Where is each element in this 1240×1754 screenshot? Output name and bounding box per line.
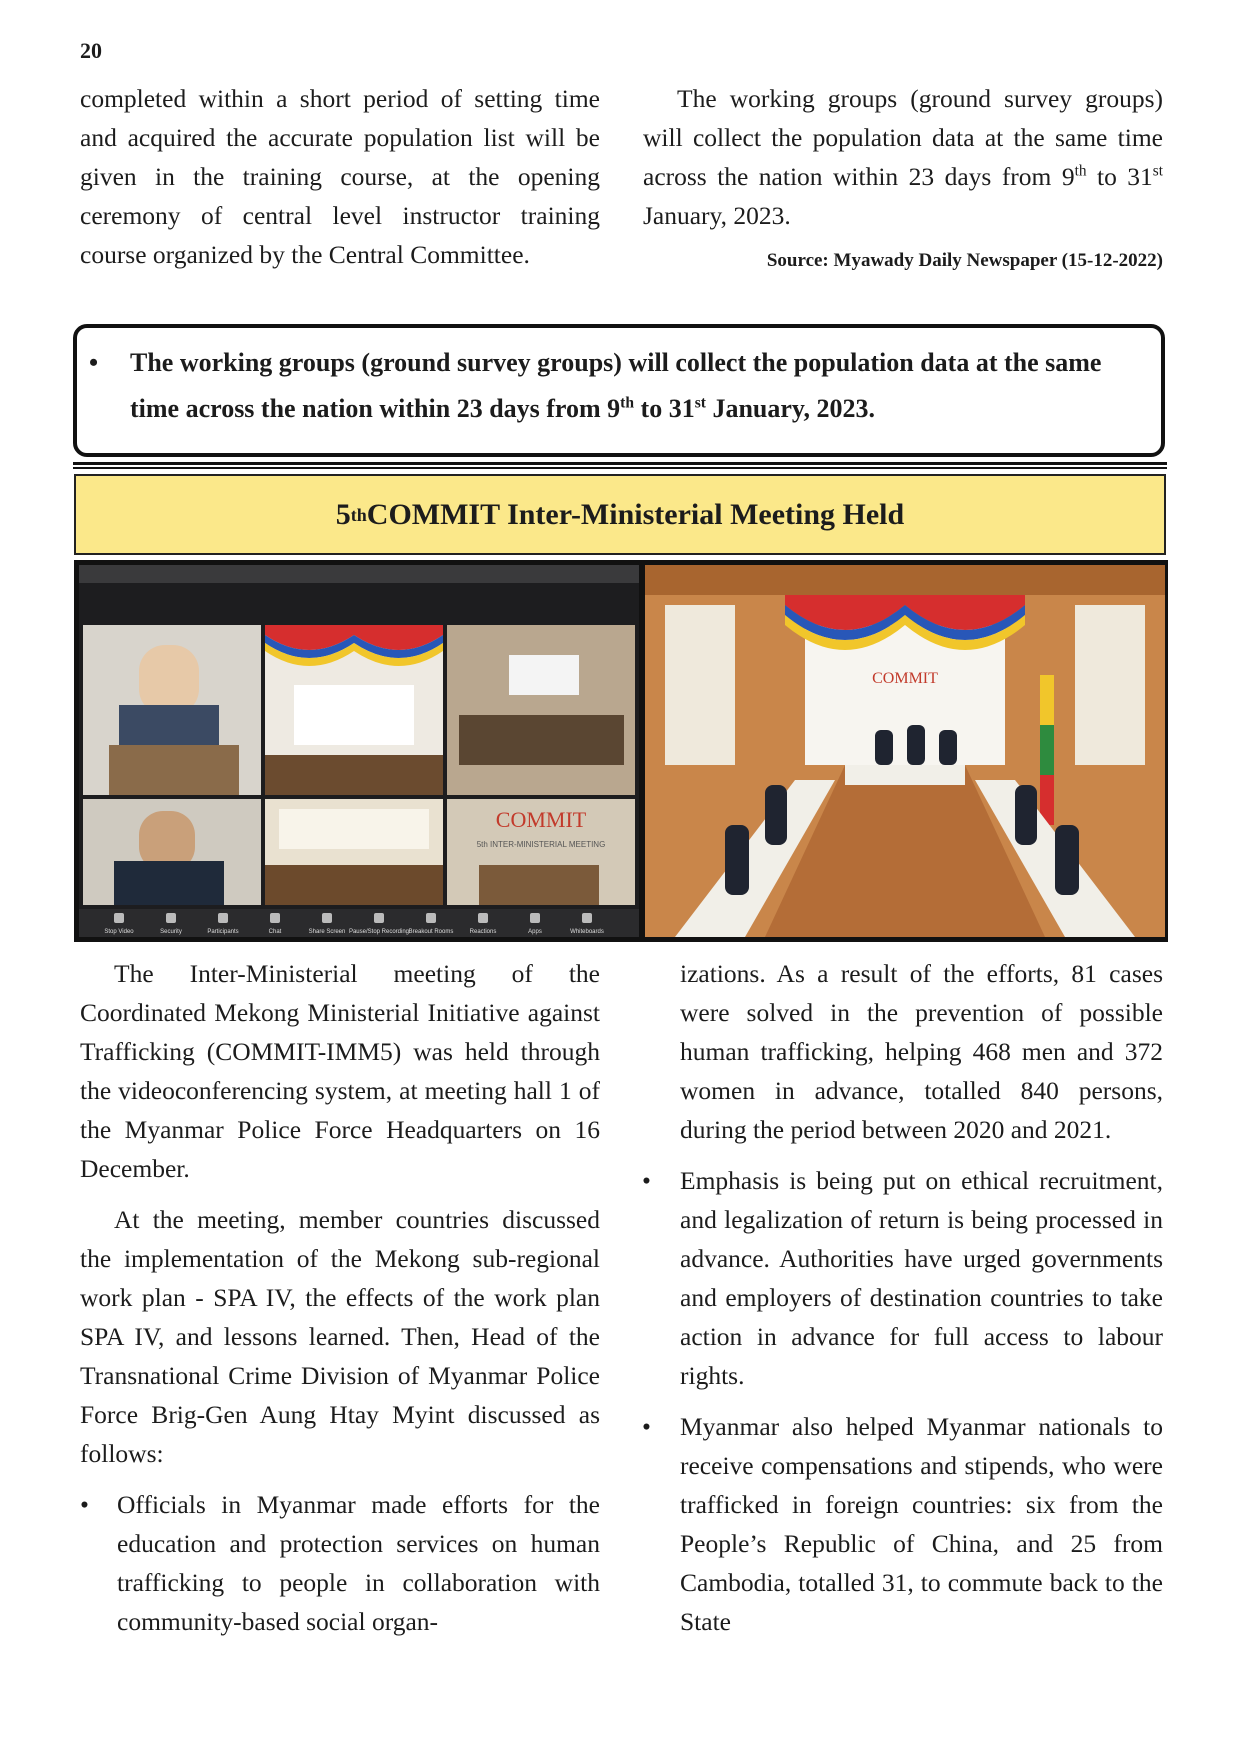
- toolbar-label: Whiteboards: [570, 929, 604, 935]
- toolbar-label: Pause/Stop Recording: [348, 929, 410, 935]
- article-headline: 5 th COMMIT Inter-Ministerial Meeting Held: [74, 474, 1166, 555]
- divider-rule: [73, 462, 1167, 465]
- meeting-hall-photo: [645, 565, 1165, 937]
- body-paragraph: The Inter-Ministerial meeting of the Coordinated Mekong Ministerial Initiative against Trafficking (COMMIT-IMM5) was held through the videoconferencing system, at meeting hall 1 of the Myanmar Police Force Headquarters on 16 December.: [80, 959, 600, 1183]
- toolbar-label: Participants: [207, 929, 239, 935]
- toolbar-icon: [218, 913, 228, 923]
- body-paragraph: izations. As a result of the efforts, 81 cases were solved in the prevention of possible human trafficking, helping 468 men and 372 women in advance, totalled 840 persons, during the period between 2020 and 2021.: [680, 959, 1163, 1144]
- bullet-item: • Officials in Myanmar made efforts for the education and protection services on human trafficking to people in collaboration with community-based social organ-: [80, 1485, 600, 1641]
- toolbar-icon: [530, 913, 540, 923]
- divider-rule: [73, 467, 1167, 469]
- photo-strip: [74, 560, 1168, 942]
- toolbar-label: Breakout Rooms: [408, 929, 454, 935]
- toolbar-icon: [478, 913, 488, 923]
- toolbar-label: Reactions: [469, 929, 497, 935]
- left-banner-text: COMMIT: [495, 807, 587, 832]
- bottom-left-column: [80, 954, 600, 1641]
- toolbar-label: Apps: [528, 929, 542, 935]
- toolbar-label: Share Screen: [308, 929, 346, 935]
- top-left-column: [80, 79, 600, 274]
- bullet-icon: •: [89, 348, 99, 377]
- body-paragraph: At the meeting, member countries discussed the implementation of the Mekong sub-regional work plan - SPA IV, the effects of the work plan SPA IV, and lessons learned. Then, Head of the Transnational Crime Division of Myanmar Police Force Brig-Gen Aung Htay Myint discussed as follows:: [80, 1205, 600, 1468]
- toolbar-icon: [374, 913, 384, 923]
- toolbar-label: Stop Video: [104, 929, 134, 935]
- toolbar-icon: [114, 913, 124, 923]
- bullet-item: • Myanmar also helped Myanmar nationals to receive compensations and stipends, who were trafficked in foreign countries: six from the People’s Republic of China, and 25 from Cambodia, totalled 31, to commute back to the State: [680, 1407, 1163, 1641]
- left-caption-text: 5th INTER-MINISTERIAL MEETING: [476, 840, 606, 849]
- top-right-paragraph: The working groups (ground survey groups) will collect the population data at the same time across the nation within 23 days from 9th to 31st January, 2023.: [643, 84, 1163, 230]
- right-banner-text: COMMIT: [872, 670, 938, 687]
- toolbar-icon: [582, 913, 592, 923]
- page-number: 20: [80, 38, 102, 63]
- videoconference-photo: [79, 565, 639, 937]
- top-left-paragraph: completed within a short period of setting time and acquired the accurate population list will be given in the training course, at the opening ceremony of central level instructor training course organized by the Central Committee.: [80, 84, 600, 269]
- toolbar-icon: [270, 913, 280, 923]
- toolbar-icon: [426, 913, 436, 923]
- callout-text: The working groups (ground survey groups) will collect the population data at the same time across the nation within 23 days from 9th to 31st January, 2023.: [130, 348, 1102, 423]
- top-right-column: [643, 79, 1163, 273]
- toolbar-icon: [166, 913, 176, 923]
- toolbar-icon: [322, 913, 332, 923]
- toolbar-label: Security: [160, 929, 182, 935]
- toolbar-label: Chat: [268, 929, 282, 935]
- source-credit: Source: Myawady Daily Newspaper (15-12-2022): [766, 250, 1163, 271]
- bullet-item: • Emphasis is being put on ethical recruitment, and legalization of return is being processed in advance. Authorities have urged governments and employers of destination countries to take action in advance for full access to labour rights.: [680, 1161, 1163, 1395]
- highlight-callout-box: [73, 324, 1165, 457]
- bottom-right-column: [680, 954, 1163, 1641]
